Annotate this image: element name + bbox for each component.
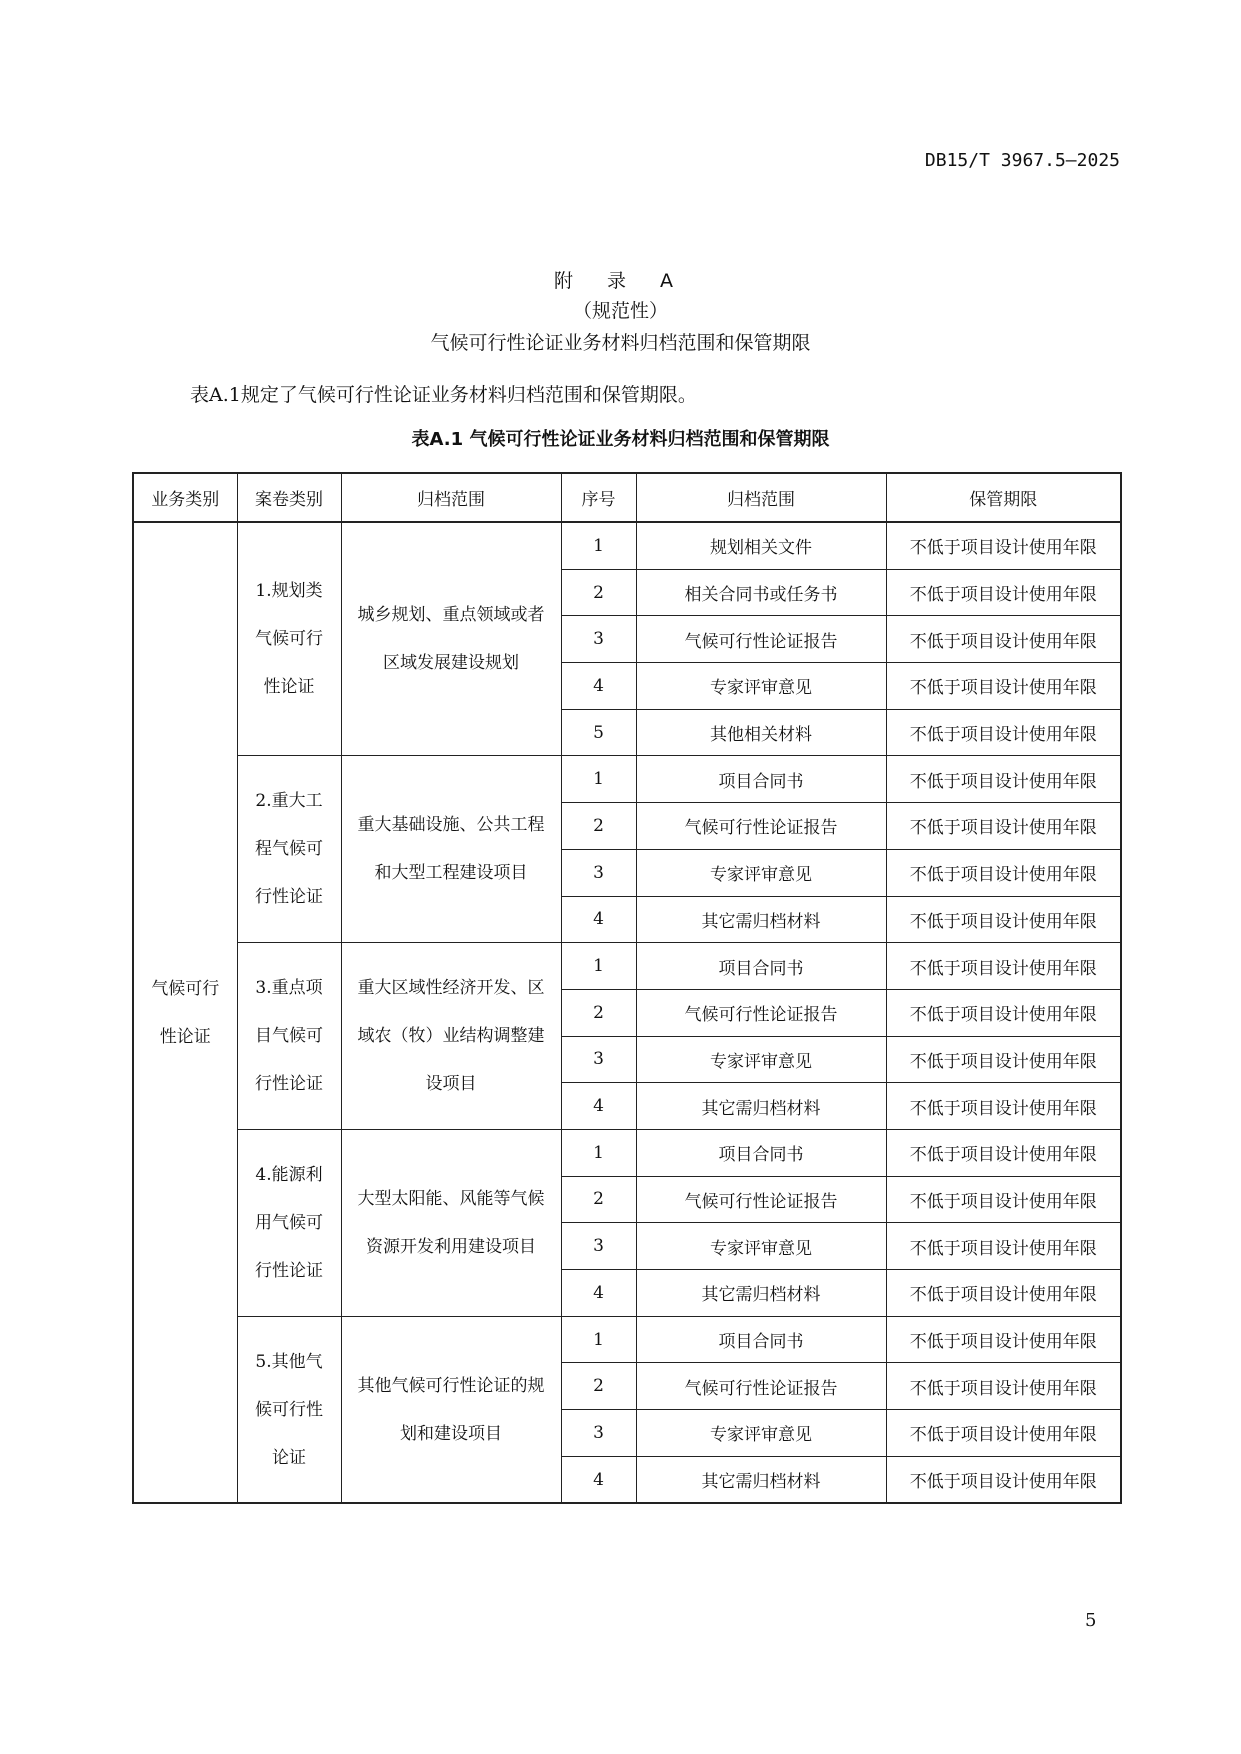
item-number-cell: 4 (561, 1083, 636, 1130)
retention-period-cell: 不低于项目设计使用年限 (886, 1223, 1121, 1270)
item-number-cell: 2 (561, 989, 636, 1036)
table-row (133, 1316, 1121, 1363)
item-name-cell: 项目合同书 (636, 1129, 886, 1176)
case-category-cell: 5.其他气候可行性论证 (237, 1316, 341, 1503)
archive-scope-cell: 大型太阳能、风能等气候资源开发利用建设项目 (341, 1129, 561, 1316)
header-archive-item: 归档范围 (636, 473, 886, 522)
item-name-cell: 项目合同书 (636, 1316, 886, 1363)
item-name-cell: 其它需归档材料 (636, 1083, 886, 1130)
item-name-cell: 相关合同书或任务书 (636, 569, 886, 616)
retention-period-cell: 不低于项目设计使用年限 (886, 849, 1121, 896)
case-category-cell: 4.能源利用气候可行性论证 (237, 1129, 341, 1316)
item-number-cell: 1 (561, 756, 636, 803)
case-category-cell: 3.重点项目气候可行性论证 (237, 943, 341, 1130)
retention-period-cell: 不低于项目设计使用年限 (886, 943, 1121, 990)
item-name-cell: 专家评审意见 (636, 1036, 886, 1083)
item-number-cell: 3 (561, 1223, 636, 1270)
retention-period-cell: 不低于项目设计使用年限 (886, 1316, 1121, 1363)
item-name-cell: 项目合同书 (636, 943, 886, 990)
retention-period-cell: 不低于项目设计使用年限 (886, 989, 1121, 1036)
retention-period-cell: 不低于项目设计使用年限 (886, 1456, 1121, 1503)
item-name-cell: 气候可行性论证报告 (636, 803, 886, 850)
table-row (133, 522, 1121, 569)
item-number-cell: 1 (561, 1316, 636, 1363)
header-business-category: 业务类别 (133, 473, 237, 522)
retention-period-cell: 不低于项目设计使用年限 (886, 803, 1121, 850)
item-number-cell: 3 (561, 1036, 636, 1083)
archive-scope-cell: 重大区域性经济开发、区域农（牧）业结构调整建设项目 (341, 943, 561, 1130)
item-number-cell: 4 (561, 1270, 636, 1317)
item-number-cell: 2 (561, 1363, 636, 1410)
header-case-category: 案卷类别 (237, 473, 341, 522)
item-number-cell: 2 (561, 1176, 636, 1223)
item-name-cell: 专家评审意见 (636, 663, 886, 710)
item-name-cell: 其它需归档材料 (636, 1270, 886, 1317)
item-name-cell: 气候可行性论证报告 (636, 1363, 886, 1410)
item-number-cell: 2 (561, 803, 636, 850)
item-name-cell: 规划相关文件 (636, 522, 886, 569)
retention-period-cell: 不低于项目设计使用年限 (886, 1129, 1121, 1176)
item-number-cell: 3 (561, 1410, 636, 1457)
retention-period-cell: 不低于项目设计使用年限 (886, 1036, 1121, 1083)
item-name-cell: 专家评审意见 (636, 1223, 886, 1270)
archive-scope-cell: 其他气候可行性论证的规划和建设项目 (341, 1316, 561, 1503)
item-name-cell: 其它需归档材料 (636, 896, 886, 943)
business-category-cell: 气候可行性论证 (133, 522, 237, 1503)
item-name-cell: 气候可行性论证报告 (636, 989, 886, 1036)
retention-period-cell: 不低于项目设计使用年限 (886, 1410, 1121, 1457)
item-number-cell: 4 (561, 663, 636, 710)
archive-scope-cell: 重大基础设施、公共工程和大型工程建设项目 (341, 756, 561, 943)
item-number-cell: 3 (561, 849, 636, 896)
retention-period-cell: 不低于项目设计使用年限 (886, 522, 1121, 569)
header-retention: 保管期限 (886, 473, 1121, 522)
header-archive-scope: 归档范围 (341, 473, 561, 522)
item-name-cell: 其他相关材料 (636, 709, 886, 756)
item-name-cell: 气候可行性论证报告 (636, 1176, 886, 1223)
appendix-title: 附 录 A (553, 270, 688, 292)
item-number-cell: 1 (561, 943, 636, 990)
table-caption: 表A.1 气候可行性论证业务材料归档范围和保管期限 (411, 429, 830, 450)
retention-period-cell: 不低于项目设计使用年限 (886, 756, 1121, 803)
retention-period-cell: 不低于项目设计使用年限 (886, 1270, 1121, 1317)
item-name-cell: 专家评审意见 (636, 849, 886, 896)
appendix-type: （规范性） (572, 300, 668, 322)
item-name-cell: 气候可行性论证报告 (636, 616, 886, 663)
intro-paragraph: 表A.1规定了气候可行性论证业务材料归档范围和保管期限。 (190, 384, 697, 406)
item-number-cell: 5 (561, 709, 636, 756)
item-number-cell: 2 (561, 569, 636, 616)
retention-period-cell: 不低于项目设计使用年限 (886, 709, 1121, 756)
item-number-cell: 1 (561, 1129, 636, 1176)
retention-period-cell: 不低于项目设计使用年限 (886, 569, 1121, 616)
item-number-cell: 4 (561, 1456, 636, 1503)
item-number-cell: 4 (561, 896, 636, 943)
table-row (133, 756, 1121, 803)
document-code: DB15/T 3967.5—2025 (924, 150, 1120, 171)
header-number: 序号 (561, 473, 636, 522)
item-number-cell: 3 (561, 616, 636, 663)
retention-period-cell: 不低于项目设计使用年限 (886, 896, 1121, 943)
retention-period-cell: 不低于项目设计使用年限 (886, 1083, 1121, 1130)
item-name-cell: 其它需归档材料 (636, 1456, 886, 1503)
item-name-cell: 项目合同书 (636, 756, 886, 803)
archive-scope-cell: 城乡规划、重点领域或者区域发展建设规划 (341, 522, 561, 756)
appendix-subtitle: 气候可行性论证业务材料归档范围和保管期限 (430, 332, 811, 354)
archive-table (132, 472, 1122, 1504)
table-row (133, 943, 1121, 990)
table-row (133, 1129, 1121, 1176)
retention-period-cell: 不低于项目设计使用年限 (886, 616, 1121, 663)
table-header-row (133, 473, 1121, 522)
retention-period-cell: 不低于项目设计使用年限 (886, 1176, 1121, 1223)
item-name-cell: 专家评审意见 (636, 1410, 886, 1457)
page-number: 5 (1085, 1610, 1097, 1631)
case-category-cell: 2.重大工程气候可行性论证 (237, 756, 341, 943)
case-category-cell: 1.规划类气候可行性论证 (237, 522, 341, 756)
retention-period-cell: 不低于项目设计使用年限 (886, 663, 1121, 710)
item-number-cell: 1 (561, 522, 636, 569)
retention-period-cell: 不低于项目设计使用年限 (886, 1363, 1121, 1410)
